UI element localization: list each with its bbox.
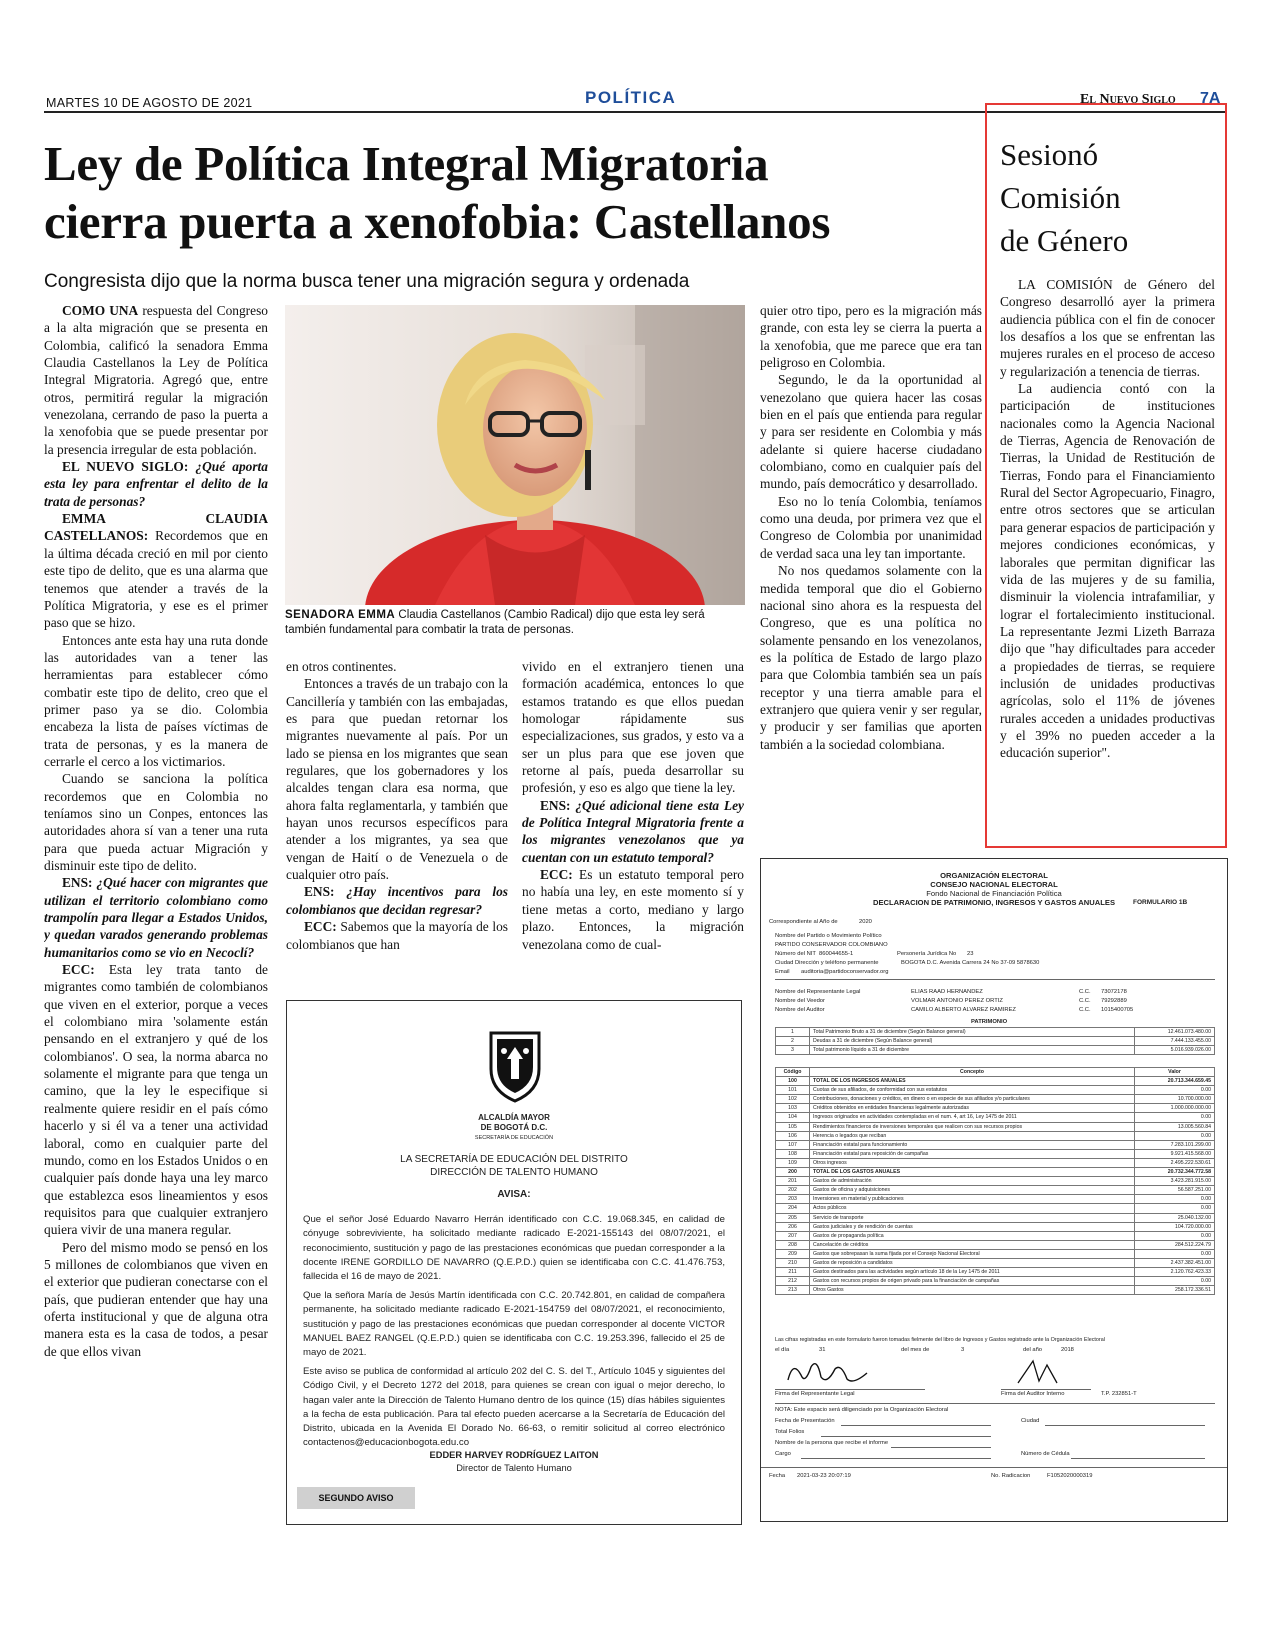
article-column-1	[44, 302, 268, 1530]
table-cell-value: 0.00	[1135, 1204, 1215, 1213]
fecha-value: 2021-03-23 20:07:19	[797, 1473, 851, 1479]
table-cell-code: 212	[776, 1277, 810, 1286]
table-cell-value: 0.00	[1135, 1231, 1215, 1240]
cc-label: C.C.	[1079, 1007, 1091, 1013]
article-headline	[44, 135, 969, 251]
city-label: Ciudad Dirección y teléfono permanente	[775, 960, 879, 966]
bogota-seal-logo	[477, 1029, 553, 1111]
logo-text: DE BOGOTÁ D.C.	[480, 1123, 548, 1132]
edition-date: MARTES 10 DE AGOSTO DE 2021	[46, 96, 253, 110]
table-cell-code: 106	[776, 1131, 810, 1140]
table-cell-code: 102	[776, 1095, 810, 1104]
headline-line-1: Ley de Política Integral Migratoria	[44, 136, 769, 191]
table-cell-concept: Gastos de propaganda política	[810, 1231, 1135, 1240]
email-label: Email	[775, 969, 790, 975]
input-line	[841, 1425, 991, 1426]
year-label: Correspondiente al Año de	[769, 919, 838, 925]
table-row	[776, 1213, 1215, 1222]
table-cell-value: 258.172.336.51	[1135, 1286, 1215, 1295]
table-cell-code: 201	[776, 1177, 810, 1186]
answer: Recordemos que en la última década creció en mil por ciento este tipo de delito, que es una alarma que tenemos que atender a través de la Política Migratoria, y ese es el primer paso que se hizo.	[44, 528, 268, 631]
table-row	[776, 1028, 1215, 1037]
logo-text: SECRETARÍA DE EDUCACIÓN	[474, 1135, 554, 1141]
table-cell-concept: Otros ingresos	[810, 1158, 1135, 1167]
newspaper-brand: El Nuevo Siglo	[1080, 92, 1176, 107]
table-cell-concept: Gastos judiciales y de rendición de cuentas	[810, 1222, 1135, 1231]
table-cell-value: 20.713.344.659.45	[1135, 1077, 1215, 1086]
table-row	[776, 1286, 1215, 1295]
table-cell-code: 108	[776, 1149, 810, 1158]
electoral-declaration-form	[760, 858, 1228, 1522]
divider	[775, 1403, 1215, 1404]
paragraph: Segundo, le da la oportunidad al venezolano que quiera hacer las cosas bien en el país que entienda para regular y para ser residente en Colombia y más adelante si quiere hacerse ciudadano colombiano, como en cualquier país del mundo, país democrático y desarrollado.	[760, 372, 982, 492]
patrimonio-title: PATRIMONIO	[971, 1019, 1008, 1025]
receiver-label: Nombre de la persona que recibe el informe	[775, 1440, 889, 1446]
table-cell-concept: Financiación estatal para reposición de campañas	[810, 1149, 1135, 1158]
answer: Es un estatuto temporal pero no había una ley, en este momento sí y tiene metas a corto, mediano y largo plazo. Entonces, la migración venezolana como de cual-	[522, 867, 744, 952]
interviewer-label: ENS:	[62, 875, 93, 891]
veedor-label: Nombre del Veedor	[775, 998, 825, 1004]
table-cell-value: 2.437.382.451.00	[1135, 1258, 1215, 1267]
table-cell-code: 200	[776, 1168, 810, 1177]
signature-line	[1001, 1389, 1091, 1390]
folios-label: Total Folios	[775, 1429, 805, 1435]
city-value: BOGOTA D.C. Avenida Carrera 24 No 37-09 5878630	[901, 960, 1040, 966]
table-cell-value: 7.444.133.455.00	[1135, 1037, 1215, 1046]
table-row	[776, 1268, 1215, 1277]
table-row	[776, 1195, 1215, 1204]
table-cell-value: 2.495.222.530.61	[1135, 1158, 1215, 1167]
presentation-date-label: Fecha de Presentación	[775, 1418, 835, 1424]
table-row	[776, 1077, 1215, 1086]
table-cell-code: 211	[776, 1268, 810, 1277]
table-cell-concept: Ingresos originados en actividades contempladas en el num. 4, art 16, Ley 1475 de 2011	[810, 1113, 1135, 1122]
paragraph: respuesta del Congreso a la alta migración que se presenta en Colombia, calificó la senadora Emma Claudia Castellanos la Ley de Política Integral Migratoria. Agregó que, entre otros, permitirá regular la migración venezolana, cerrando de paso la puerta a la xenofobia que se puede presentar por la presencia irregular de esta población.	[44, 303, 268, 457]
article-column-2	[286, 658, 508, 960]
input-line	[1045, 1425, 1205, 1426]
cedula-label: Número de Cédula	[1021, 1451, 1070, 1457]
table-cell-concept: Gastos de administración	[810, 1177, 1135, 1186]
notice-advertisement	[286, 1000, 742, 1525]
day-value: 31	[819, 1347, 826, 1353]
patrimonio-table	[775, 1027, 1215, 1055]
table-row	[776, 1186, 1215, 1195]
caption-lead: SENADORA EMMA	[285, 609, 396, 621]
table-row	[776, 1277, 1215, 1286]
notice-paragraph: Este aviso se publica de conformidad al artículo 202 del C. S. del T., Artículo 1045 y siguientes del Código Civil, y el Decreto 1272 del 2018, para quienes se crean con igual o mejor derecho, lo hagan valer ante la Dirección de Talento Humano dentro de los quince (15) días hábiles siguientes a la fecha de esta publicación. Para tal efecto pueden acercarse a la Secretaría de Educación del Distrito, ubicada en la Avenida El Dorado No. 66-63, o remitir solicitud al correo electrónico contactenos@educacionbogota.edu.co	[303, 1366, 725, 1449]
table-cell-concept: Actos públicos	[810, 1204, 1135, 1213]
party-label: Nombre del Partido o Movimiento Político	[775, 933, 882, 939]
table-cell-code: 103	[776, 1104, 810, 1113]
table-cell-value: 2.120.762.423.33	[1135, 1268, 1215, 1277]
rep-value: ELIAS RAAD HERNANDEZ	[911, 989, 983, 995]
form-number: FORMULARIO 1B	[1133, 899, 1188, 906]
column-header: Código	[776, 1068, 810, 1077]
table-cell-concept: Créditos obtenidos en entidades financieras legalmente autorizadas	[810, 1104, 1135, 1113]
signer-name: EDDER HARVEY RODRÍGUEZ LAITON	[429, 1450, 599, 1460]
nit-value: 860044655-1	[819, 951, 854, 957]
auditor-value: CAMILO ALBERTO ALVAREZ RAMIREZ	[911, 1007, 1016, 1013]
auditor-cc: 1015400705	[1101, 1007, 1134, 1013]
notice-paragraph: Que el señor José Eduardo Navarro Herrán identificado con C.C. 19.068.345, en calidad de cónyuge sobreviviente, ha solicitado mediante radicado E-2021-155143 del 08/07/2021, el reconocimiento, sustitución y pago de las prestaciones económicas que puedan corresponder a la docente IRENE GORDILLO DE NAVARRO (Q.E.P.D.) quien se identificaba con C.C. 41.476.753, fallecida el 16 de mayo de 2021.	[303, 1214, 725, 1283]
interviewer-label: ENS:	[304, 884, 335, 900]
table-cell-concept: Total Patrimonio Bruto a 31 de diciembre (Según Balance general)	[810, 1028, 1135, 1037]
sidebar-title-line: Sesionó	[1000, 137, 1099, 172]
table-cell-concept: Otros Gastos	[810, 1286, 1135, 1295]
divider	[761, 1467, 1228, 1468]
table-row	[776, 1140, 1215, 1149]
table-cell-value: 56.587.251.00	[1135, 1186, 1215, 1195]
table-cell-code: 101	[776, 1086, 810, 1095]
nit-label: Número del NIT	[775, 951, 816, 957]
table-row	[776, 1168, 1215, 1177]
table-cell-value: 104.720.000.00	[1135, 1222, 1215, 1231]
table-cell-code: 1	[776, 1028, 810, 1037]
divider	[775, 979, 1215, 980]
lead-in: LA COMISIÓN	[1018, 277, 1113, 292]
input-line	[1071, 1458, 1205, 1459]
table-row	[776, 1231, 1215, 1240]
sidebar-title	[1000, 133, 1220, 262]
city-field-label: Ciudad	[1021, 1418, 1040, 1424]
table-cell-code: 104	[776, 1113, 810, 1122]
paragraph: Cuando se sanciona la política recordemos que en Colombia no teníamos sino un Conpes, entonces las autoridades ahora sí van a tener una ruta para que pueda actuar Migración y disminuir este tipo de delito.	[44, 771, 268, 873]
table-cell-value: 0.00	[1135, 1277, 1215, 1286]
cc-label: C.C.	[1079, 989, 1091, 995]
table-cell-value: 284.512.224.79	[1135, 1240, 1215, 1249]
table-cell-code: 209	[776, 1249, 810, 1258]
interviewee-label: ECC:	[540, 867, 573, 883]
answer: Sabemos que la mayoría de los colombianos que han	[286, 919, 508, 952]
table-cell-concept: Herencia o legados que reciban	[810, 1131, 1135, 1140]
table-cell-concept: Gastos que sobrepasan la suma fijada por el Consejo Nacional Electoral	[810, 1249, 1135, 1258]
signer-role: Director de Talento Humano	[456, 1463, 572, 1473]
table-cell-concept: Gastos con recursos propios de origen privado para la financiación de campañas	[810, 1277, 1135, 1286]
year2-value: 2018	[1061, 1347, 1074, 1353]
column-header: Valor	[1135, 1068, 1215, 1077]
table-row	[776, 1104, 1215, 1113]
month-value: 3	[961, 1347, 965, 1353]
issuer-name: LA SECRETARÍA DE EDUCACIÓN DEL DISTRITO	[400, 1154, 628, 1165]
table-cell-concept: Cancelación de créditos	[810, 1240, 1135, 1249]
caption-text: Claudia Castellanos (Cambio Radical) dijo que esta ley será también fundamental para combatir la trata de personas.	[285, 609, 705, 636]
headline-line-2: cierra puerta a xenofobia: Castellanos	[44, 194, 831, 249]
section-title: POLÍTICA	[585, 88, 677, 107]
article-subhead: Congresista dijo que la norma busca tener una migración segura y ordenada	[44, 271, 690, 292]
table-row	[776, 1177, 1215, 1186]
article-column-3	[522, 658, 744, 960]
table-cell-concept: Cuotas de sus afiliados, de conformidad con sus estatutos	[810, 1086, 1135, 1095]
paragraph: Entonces a través de un trabajo con la Cancillería y también con las embajadas, es para que puedan retornar los migrantes nuevamente al país. Por un lado se piensa en los migrantes que sean regulares, que los gobernadores y los alcaldes tengan clara esa norma, que ahora falta reglamentarla, y también que hayan unos recursos específicos para atender a los migrantes, ya sea que vengan de Haití o de Venezuela o de cualquier otro país.	[286, 676, 508, 883]
month-label: del mes de	[901, 1347, 930, 1353]
sidebar-title-line: de Género	[1000, 223, 1129, 258]
table-cell-concept: TOTAL DE LOS INGRESOS ANUALES	[810, 1077, 1135, 1086]
table-row	[776, 1258, 1215, 1267]
paragraph: Entonces ante esta hay una ruta donde las autoridades van a tener las herramientas para establecer cómo combatir este tipo de delito, creo que el primer paso ya se dio. Colombia encabeza la lista de países víctimas de trata de personas, y es la manera de cerrarle el cerco a los victimarios.	[44, 632, 268, 769]
party-value: PARTIDO CONSERVADOR COLOMBIANO	[775, 942, 888, 948]
table-cell-code: 3	[776, 1046, 810, 1055]
cargo-label: Cargo	[775, 1451, 791, 1457]
lead-in: COMO UNA	[62, 303, 139, 318]
table-cell-concept: Total patrimonio líquido a 31 de diciembre	[810, 1046, 1135, 1055]
table-cell-concept: Rendimientos financieros de inversiones temporales que realicen con sus recursos propios	[810, 1122, 1135, 1131]
paragraph: en otros continentes.	[286, 659, 397, 674]
paragraph: Pero del mismo modo se pensó en los 5 millones de colombianos que viven en el exterior que pudieran conectarse con el país, que pudieran entender que hay una oferta institucional y que de alguna otra manera esta es la casa de todos, a pesar de que ellos vivan	[44, 1239, 268, 1359]
interviewee-label: EMMA CLAUDIA CASTELLANOS:	[44, 511, 268, 544]
table-cell-code: 203	[776, 1195, 810, 1204]
table-cell-value: 0.00	[1135, 1195, 1215, 1204]
article-column-4	[760, 302, 982, 832]
email-value: auditoria@partidoconservador.org	[801, 969, 889, 975]
table-cell-value: 12.461.073.480.00	[1135, 1028, 1215, 1037]
table-cell-value: 5.016.939.026.00	[1135, 1046, 1215, 1055]
table-row	[776, 1113, 1215, 1122]
table-row	[776, 1149, 1215, 1158]
input-line	[821, 1436, 991, 1437]
table-cell-code: 2	[776, 1037, 810, 1046]
veedor-cc: 79292889	[1101, 998, 1127, 1004]
table-row	[776, 1204, 1215, 1213]
question: ¿Qué aporta esta ley para enfrentar el delito de la trata de personas?	[44, 459, 268, 509]
paragraph: quier otro tipo, pero es la migración más grande, con esta ley se cierra la puerta a la xenofobia, que me parece que era tan peligroso en Colombia.	[760, 303, 982, 371]
table-cell-value: 0.00	[1135, 1113, 1215, 1122]
veedor-value: VOLMAR ANTONIO PEREZ ORTIZ	[911, 998, 1003, 1004]
table-row	[776, 1240, 1215, 1249]
paragraph: de Género del Congreso desarrolló ayer la primera audiencia pública con el fin de conocer los desafíos a los que se enfrentan las mujeres rurales en el proceso de acceso y regularización a tenencia de tierras.	[1000, 277, 1215, 379]
auditor-label: Nombre del Auditor	[775, 1007, 825, 1013]
table-cell-code: 105	[776, 1122, 810, 1131]
paragraph: vivido en el extranjero tienen una formación académica, entonces lo que estamos tratando es que ellos puedan homologar rápidamente sus especializaciones, sus grados, y esto va a ser un plus para que ese joven que retorne al país, pueda desarrollar su profesión, y eso es algo que tiene la ley.	[522, 659, 744, 796]
form-council: CONSEJO NACIONAL ELECTORAL	[930, 880, 1058, 889]
column-header: Concepto	[810, 1068, 1135, 1077]
table-cell-code: 206	[776, 1222, 810, 1231]
notice-paragraph: Que la señora María de Jesús Martín identificada con C.C. 20.742.801, en calidad de compañera permanente, ha solicitado mediante radicado E-2021-154759 del 08/07/2021, el reconocimiento, sustitución y pago de las prestaciones económicas que puedan corresponder al docente VICTOR MANUEL BAEZ RANGEL (Q.E.P.D.) quien se identificaba con C.C. 19.253.396, fallecido el 25 de mayo de 2021.	[303, 1290, 725, 1359]
logo-text: ALCALDÍA MAYOR	[478, 1113, 550, 1122]
interviewee-label: ECC:	[304, 919, 337, 935]
table-row	[776, 1249, 1215, 1258]
table-cell-value: 13.005.560.84	[1135, 1122, 1215, 1131]
table-cell-concept: Financiación estatal para funcionamiento	[810, 1140, 1135, 1149]
table-row	[776, 1158, 1215, 1167]
form-declaration: DECLARACION DE PATRIMONIO, INGRESOS Y GASTOS ANUALES	[872, 898, 1116, 907]
question: ¿Hay incentivos para los colombianos que decidan regresar?	[286, 884, 508, 917]
signature-line	[775, 1389, 925, 1390]
notice-title: AVISA:	[497, 1189, 531, 1200]
sidebar-title-line: Comisión	[1000, 180, 1121, 215]
table-row	[776, 1122, 1215, 1131]
table-cell-value: 9.921.415.568.00	[1135, 1149, 1215, 1158]
answer: Esta ley trata tanto de migrantes como también de colombianos que viven en el exterior, porque a veces el colombiano mira 'solamente están pensando en el extranjero y qué de los colombianos'. O sea, la norma abarca no solamente el migrante para que tenga un camino, que la ley le especifique si realmente quiere residir en el país cómo hacerlo y si él va a tener una actividad laboral, como en cualquier parte del mundo, como en los Estados Unidos o en cualquier país donde haya una ley marco que establezca esos lineamientos y esos requisitos para que cualquier extranjero quiera vivir de una manera regular.	[44, 962, 268, 1238]
form-org: ORGANIZACIÓN ELECTORAL	[940, 871, 1048, 880]
paragraph: Eso no lo tenía Colombia, teníamos como una deuda, por primera vez que el Congreso de Colombia por unanimidad de verdad saca una ley tan importante.	[760, 493, 982, 561]
table-cell-value: 20.732.344.772.58	[1135, 1168, 1215, 1177]
page-number: 7A	[1200, 90, 1221, 107]
table-cell-code: 207	[776, 1231, 810, 1240]
rep-signature-label: Firma del Representante Legal	[775, 1391, 855, 1397]
cc-label: C.C.	[1079, 998, 1091, 1004]
paragraph: No nos quedamos solamente con la medida temporal que dio el Gobierno nacional sino ahora es la respuesta del Congreso, que es una política no solamente pensando en los venezolanos, es la política de Estado de largo plazo para que Colombia también sea un país receptor y una tierra amable para el extranjero que quiera venir y ser regular, y producir y ser familias que aporten también a la sociedad colombiana.	[760, 563, 982, 752]
interviewer-label: EL NUEVO SIGLO:	[62, 459, 189, 475]
table-row	[776, 1131, 1215, 1140]
table-cell-code: 204	[776, 1204, 810, 1213]
table-cell-code: 213	[776, 1286, 810, 1295]
tp-value: T.P. 232851-T	[1101, 1391, 1137, 1397]
table-cell-code: 100	[776, 1077, 810, 1086]
fecha-label: Fecha	[769, 1473, 786, 1479]
table-header-row	[776, 1068, 1215, 1077]
year-value: 2020	[859, 919, 872, 925]
table-cell-value: 0.00	[1135, 1249, 1215, 1258]
question: ¿Qué hacer con migrantes que utilizan el territorio colombiano como trampolín para llegar a Estados Unidos, y quedan varados generando problemas humanitarios como se vio en Necoclí?	[44, 875, 268, 960]
notice-issuer	[303, 1153, 725, 1179]
table-cell-code: 109	[776, 1158, 810, 1167]
paragraph: La audiencia contó con la participación de instituciones nacionales como la Agencia Nacional de Tierras, Agencia de Renovación de Tierras, la Unidad de Restitución de Tierras, Fondo para el Financiamiento Rural del Sector Agropecuario, Finagro, entre otros sectores que se articulan para generar espacios de participación y mejores condiciones económicas, y laborales que permitan dignificar las vida de las mujeres y de su familia, disminuir la violencia intrafamiliar, y lograr el fortalecimiento institucional. La representante Jezmi Lizeth Barraza dijo que "hay dificultades para acceder a propiedades de tierras, se requiere inclusión de unidades productivas agrícolas, solo el 11% de jóvenes rurales acceden a unidades productivas y el 39% no pueden acceder a la educación superior".	[1000, 381, 1215, 761]
pj-label: Personería Jurídica No	[897, 951, 957, 957]
input-line	[801, 1458, 991, 1459]
logo-caption	[303, 1113, 725, 1143]
rep-label: Nombre del Representante Legal	[775, 989, 861, 995]
table-cell-value: 3.423.281.915.00	[1135, 1177, 1215, 1186]
table-row	[776, 1086, 1215, 1095]
table-cell-code: 205	[776, 1213, 810, 1222]
table-cell-value: 7.283.101.299.00	[1135, 1140, 1215, 1149]
table-cell-concept: Gastos destinados para las actividades según artículo 18 de la Ley 1475 de 2011	[810, 1268, 1135, 1277]
table-cell-value: 0.00	[1135, 1086, 1215, 1095]
table-cell-concept: Contribuciones, donaciones y créditos, en dinero o en especie de sus afiliados y/o particulares	[810, 1095, 1135, 1104]
table-row	[776, 1037, 1215, 1046]
photo-caption	[285, 608, 745, 638]
interviewer-label: ENS:	[540, 797, 571, 813]
form-fund: Fondo Nacional de Financiación Política	[926, 889, 1062, 898]
issuer-department: DIRECCIÓN DE TALENTO HUMANO	[430, 1167, 598, 1178]
table-cell-code: 202	[776, 1186, 810, 1195]
table-cell-code: 107	[776, 1140, 810, 1149]
income-expense-table	[775, 1067, 1215, 1295]
table-cell-concept: Gastos de reposición a candidatos	[810, 1258, 1135, 1267]
table-cell-concept: Servicio de transporte	[810, 1213, 1135, 1222]
table-row	[776, 1222, 1215, 1231]
table-cell-value: 1.000.000.000.00	[1135, 1104, 1215, 1113]
interviewee-label: ECC:	[62, 962, 95, 978]
table-cell-concept: TOTAL DE LOS GASTOS ANUALES	[810, 1168, 1135, 1177]
table-cell-code: 208	[776, 1240, 810, 1249]
note-text: NOTA: Este espacio será diligenciado por la Organización Electoral	[775, 1407, 949, 1413]
pj-value: 23	[967, 951, 974, 957]
rep-cc: 73072178	[1101, 989, 1127, 995]
day-label: el día	[775, 1347, 790, 1353]
notice-badge: SEGUNDO AVISO	[297, 1487, 415, 1509]
year2-label: del año	[1023, 1347, 1043, 1353]
table-cell-value: 10.700.000.00	[1135, 1095, 1215, 1104]
sidebar-body	[1000, 276, 1215, 836]
radicacion-label: No. Radicacion	[991, 1473, 1031, 1479]
senator-photo	[285, 305, 745, 605]
table-cell-concept: Inversiones en material y publicaciones	[810, 1195, 1135, 1204]
auditor-signature-label: Firma del Auditor Interno	[1001, 1391, 1065, 1397]
table-cell-concept: Gastos de oficina y adquisiciones	[810, 1186, 1135, 1195]
table-cell-concept: Deudas a 31 de diciembre (Según Balance general)	[810, 1037, 1135, 1046]
table-row	[776, 1046, 1215, 1055]
radicacion-value: F1052020000319	[1047, 1473, 1093, 1479]
certification-text: Las cifras registradas en este formulario fueron tomadas fielmente del libro de Ingresos y Gastos registrado ante la Organización Electoral	[775, 1337, 1105, 1343]
input-line	[891, 1447, 991, 1448]
table-cell-value: 0.00	[1135, 1131, 1215, 1140]
table-cell-code: 210	[776, 1258, 810, 1267]
question: ¿Qué adicional tiene esta Ley de Política Integral Migratoria frente a los migrantes venezolanos que ya cuentan con un estatuto temporal?	[522, 797, 744, 865]
table-cell-value: 25.040.132.00	[1135, 1213, 1215, 1222]
table-row	[776, 1095, 1215, 1104]
notice-signature	[303, 1449, 725, 1475]
